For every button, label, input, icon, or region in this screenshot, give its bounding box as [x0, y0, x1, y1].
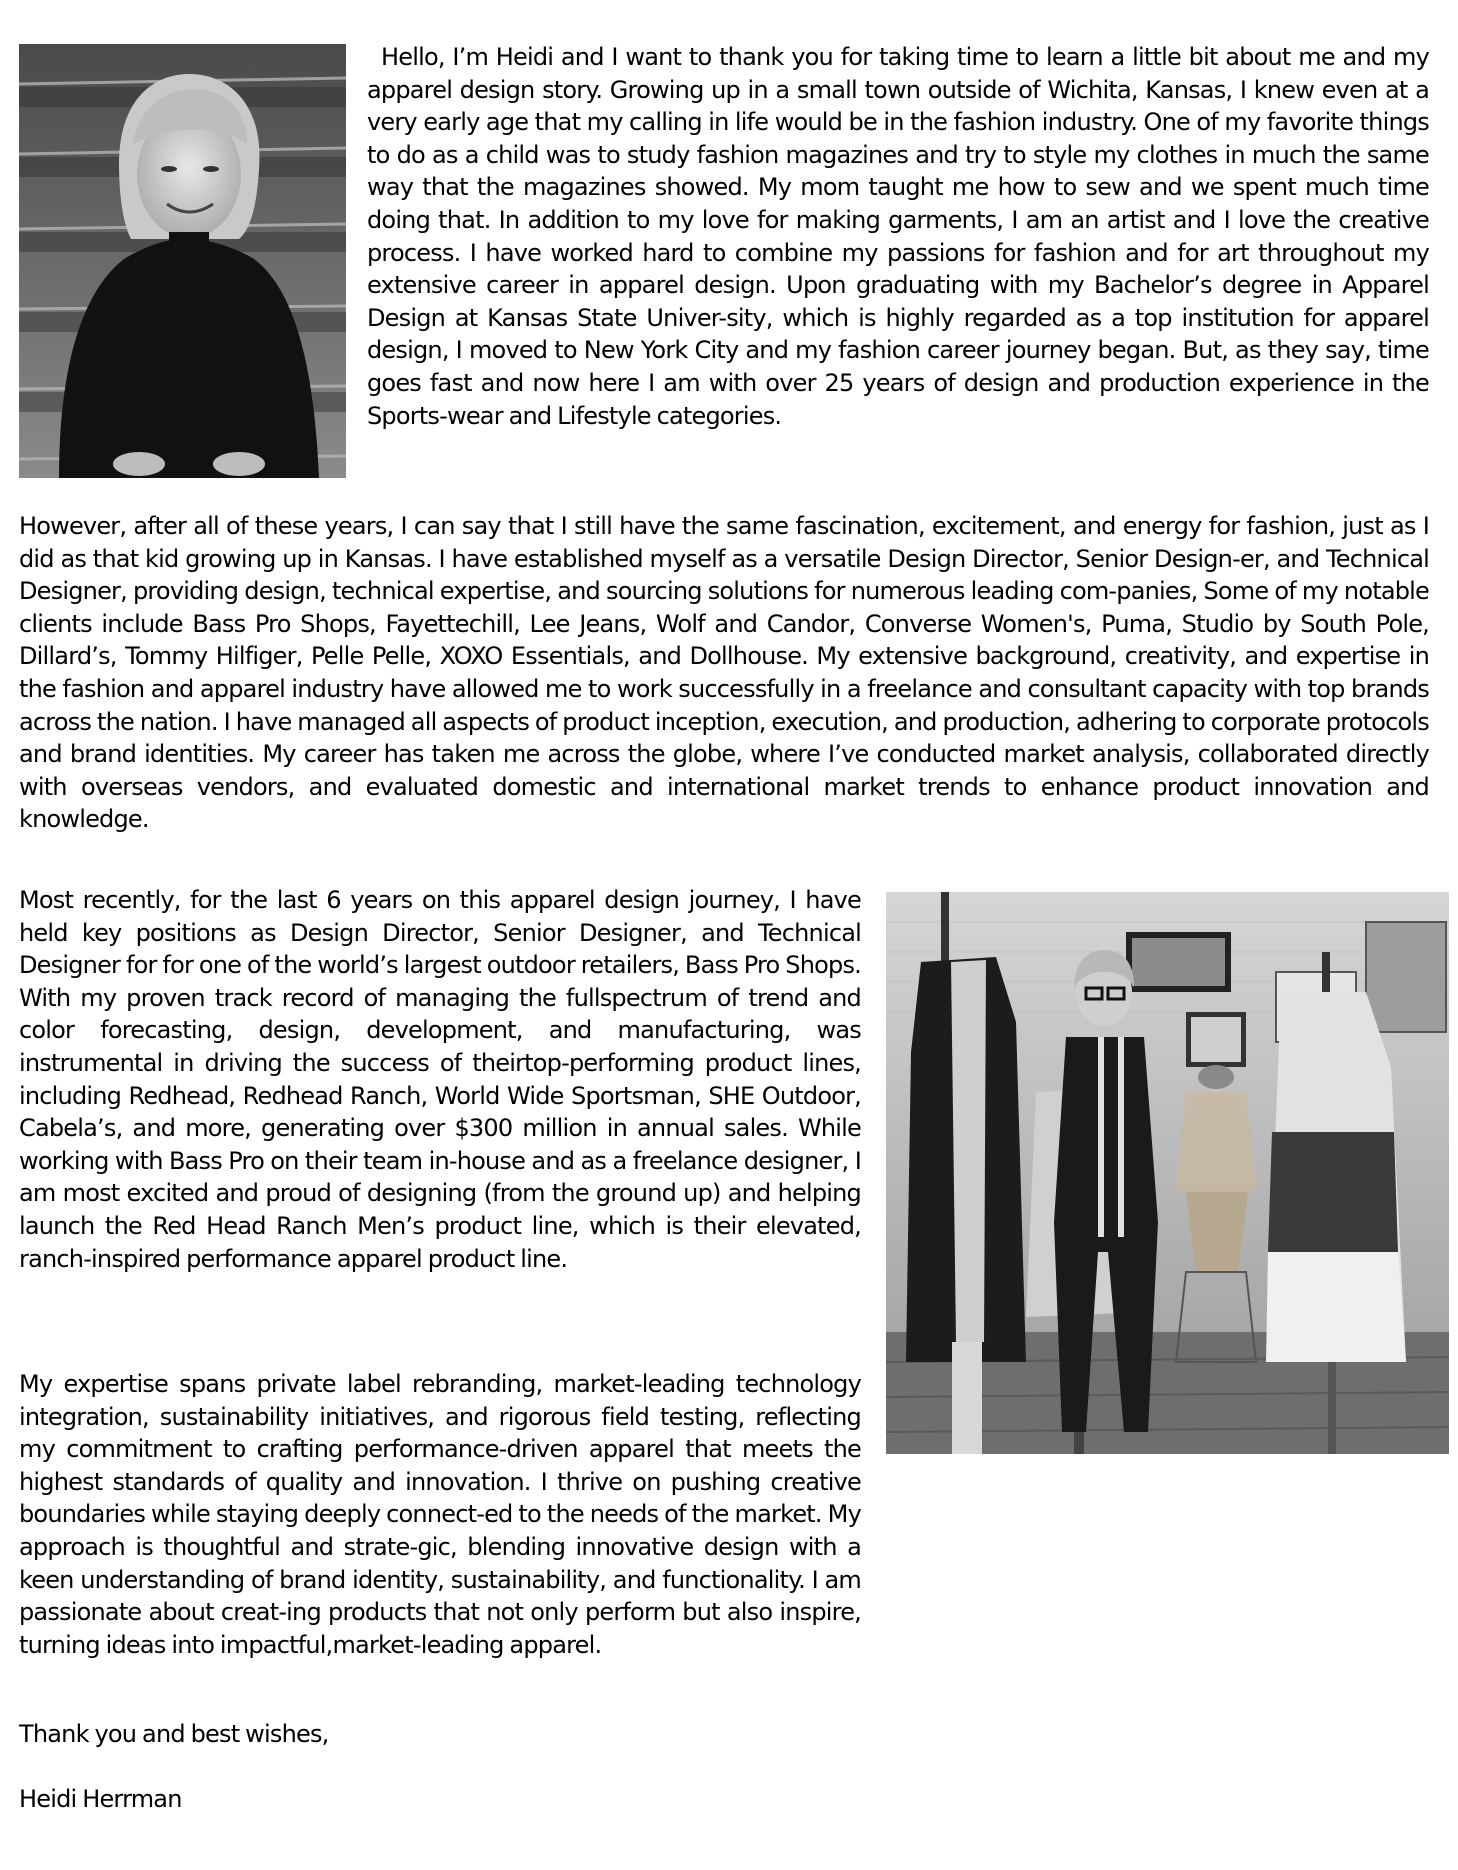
recent-work-paragraph: Most recently, for the last 6 years on this apparel design journey, I have held key positions as Design Director, Senior Designer, and Technical Designer for for one of the world’s largest outdoor retailers, Bass Pro Shops. With my proven track record of managing the fullspectrum of trend and color forecasting, design, development, and manufacturing, was instrumental in driving the success of theirtop-performing product lines, including Redhead, Redhead Ranch, World Wide Sportsman, SHE Outdoor, Cabela’s, and more, generating over $300 million in annual sales. While working with Bass Pro on their team in-house and as a freelance designer, I am most excited and proud of designing (from the ground up) and helping launch the Red Head Ranch Men’s product line, which is their elevated, ranch-inspired performance apparel product line.	[19, 886, 861, 1273]
intro-paragraph: Hello, I’m Heidi and I want to thank you for taking time to learn a little bit about me and my apparel design story. Growing up in a small town outside of Wichita, Kansas, I knew even at a very early age that my calling in life would be in the fashion industry. One of my favorite things to do as a child was to study fashion magazines and try to style my clothes in much the same way that the magazines showed. My mom taught me how to sew and we spent much time doing that. In addition to my love for making garments, I am an artist and I love the creative process. I have worked hard to combine my passions for fashion and for art throughout my extensive career in apparel design. Upon graduating with my Bachelor’s degree in Apparel Design at Kansas State Univer-sity, which is highly regarded as a top institution for apparel design, I moved to New York City and my fashion career journey began. But, as they say, time goes fast and now here I am with over 25 years of design and production experience in the Sports-wear and Lifestyle categories.	[367, 43, 1429, 430]
expertise-paragraph: My expertise spans private label rebranding, market-leading technology integration, sustainability initiatives, and rigorous field testing, reflecting my commitment to crafting performance-driven apparel that meets the highest standards of quality and innovation. I thrive on pushing creative boundaries while staying deeply connect-ed to the needs of the market. My approach is thoughtful and strate-gic, blending innovative design with a keen understanding of brand identity, sustainability, and functionality. I am passionate about creat-ing products that not only perform but also inspire, turning ideas into impactful,market-leading apparel.	[19, 1370, 861, 1659]
signature-name: Heidi Herrman	[19, 1785, 182, 1813]
studio-photo	[886, 892, 1449, 1454]
closing-line: Thank you and best wishes,	[19, 1720, 329, 1748]
portrait-photo	[19, 44, 346, 478]
career-paragraph: However, after all of these years, I can say that I still have the same fascination, excitement, and energy for fashion, just as I did as that kid growing up in Kansas. I have established myself as a versatile Design Director, Senior Design-er, and Technical Designer, providing design, technical expertise, and sourcing solutions for numerous leading com-panies, Some of my notable clients include Bass Pro Shops, Fayettechill, Lee Jeans, Wolf and Candor, Converse Women's, Puma, Studio by South Pole, Dillard’s, Tommy Hilfiger, Pelle Pelle, XOXO Essentials, and Dollhouse. My extensive background, creativity, and expertise in the fashion and apparel industry have allowed me to work successfully in a freelance and consultant capacity with top brands across the nation. I have managed all aspects of product inception, execution, and production, adhering to corporate protocols and brand identities. My career has taken me across the globe, where I’ve conducted market analysis, collaborated directly with overseas vendors, and evaluated domestic and international market trends to enhance product innovation and knowledge.	[19, 512, 1429, 834]
